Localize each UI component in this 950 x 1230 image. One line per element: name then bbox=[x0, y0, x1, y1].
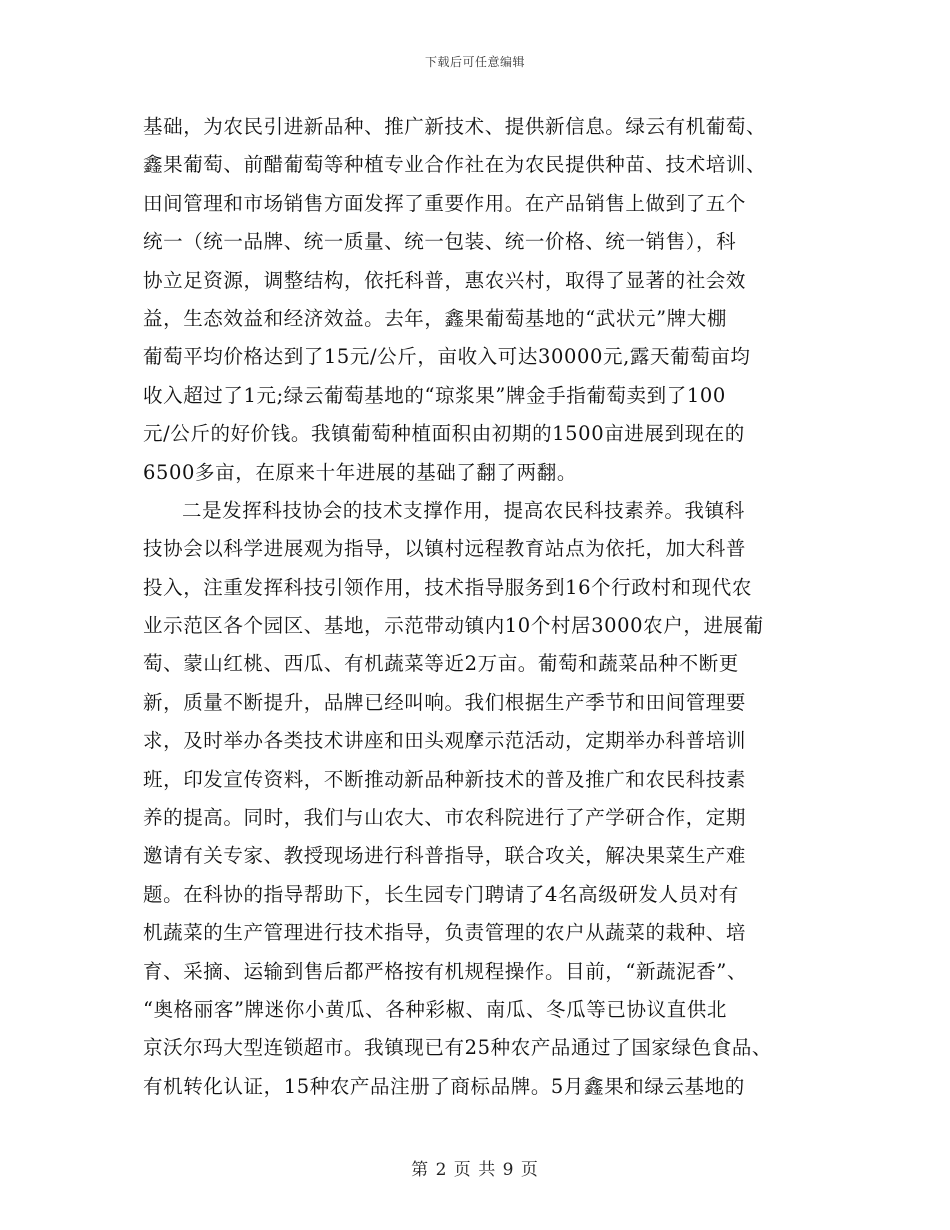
text-line: 6500多亩，在原来十年进展的基础了翻了两翻。 bbox=[143, 460, 577, 484]
text-line: 基础，为农民引进新品种、推广新技术、提供新信息。绿云有机葡萄、 bbox=[143, 115, 767, 138]
text-line: 统一（统一品牌、统一质量、统一包装、统一价格、统一销售），科 bbox=[143, 230, 737, 254]
text-line: 益，生态效益和经济效益。去年，鑫果葡萄基地的“武状元”牌大棚 bbox=[143, 306, 727, 330]
text-line: 业示范区各个园区、基地，示范带动镇内10个村居3000农户，进展葡 bbox=[143, 614, 764, 638]
text-line: 育、采摘、运输到售后都严格按有机规程操作。目前，“新蔬泥香”、 bbox=[143, 959, 748, 983]
text-line: 求，及时举办各类技术讲座和田头观摩示范活动，定期举办科普培训 bbox=[143, 729, 747, 753]
text-line: 协立足资源，调整结构，依托科普，惠农兴村，取得了显著的社会效 bbox=[143, 268, 747, 292]
text-line: 元/公斤的好价钱。我镇葡萄种植面积由初期的1500亩进展到现在的 bbox=[143, 422, 745, 446]
document-body bbox=[143, 108, 808, 1106]
text-line: 投入，注重发挥科技引领作用，技术指导服务到16个行政村和现代农 bbox=[143, 575, 752, 599]
text-line: 技协会以科学进展观为指导，以镇村远程教育站点为依托，加大科普 bbox=[143, 537, 747, 561]
page-header: 下载后可任意编辑 bbox=[424, 55, 525, 69]
page-number-footer: 第 2 页 共 9 页 bbox=[411, 1160, 539, 1180]
text-line: 葡萄平均价格达到了15元/公斤，亩收入可达30000元,露天葡萄亩均 bbox=[143, 345, 751, 369]
text-line: 有机转化认证，15种农产品注册了商标品牌。5月鑫果和绿云基地的 bbox=[143, 1074, 745, 1098]
text-line: 田间管理和市场销售方面发挥了重要作用。在产品销售上做到了五个 bbox=[143, 191, 747, 215]
text-line: 机蔬菜的生产管理进行技术指导，负责管理的农户从蔬菜的栽种、培 bbox=[143, 921, 747, 945]
text-line: 题。在科协的指导帮助下，长生园专门聘请了4名高级研发人员对有 bbox=[143, 882, 739, 906]
text-line: 新，质量不断提升，品牌已经叫响。我们根据生产季节和田间管理要 bbox=[143, 690, 747, 714]
text-line: 邀请有关专家、教授现场进行科普指导，联合攻关，解决果菜生产难 bbox=[143, 844, 747, 868]
text-line: 养的提高。同时，我们与山农大、市农科院进行了产学研合作，定期 bbox=[143, 806, 747, 830]
text-line: 萄、蒙山红桃、西瓜、有机蔬菜等近2万亩。葡萄和蔬菜品种不断更 bbox=[143, 652, 739, 676]
paragraph-start-line: 二是发挥科技协会的技术支撑作用，提高农民科技素养。我镇科 bbox=[182, 498, 745, 522]
text-line: 京沃尔玛大型连锁超市。我镇现已有25种农产品通过了国家绿色食品、 bbox=[143, 1036, 773, 1060]
text-line: 收入超过了1元;绿云葡萄基地的“琼浆果”牌金手指葡萄卖到了100 bbox=[143, 383, 726, 407]
text-line: 鑫果葡萄、前醋葡萄等种植专业合作社在为农民提供种苗、技术培训、 bbox=[143, 153, 767, 177]
text-line: 班，印发宣传资料，不断推动新品种新技术的普及推广和农民科技素 bbox=[143, 767, 747, 791]
text-line: “奥格丽客”牌迷你小黄瓜、各种彩椒、南瓜、冬瓜等已协议直供北 bbox=[143, 997, 727, 1021]
